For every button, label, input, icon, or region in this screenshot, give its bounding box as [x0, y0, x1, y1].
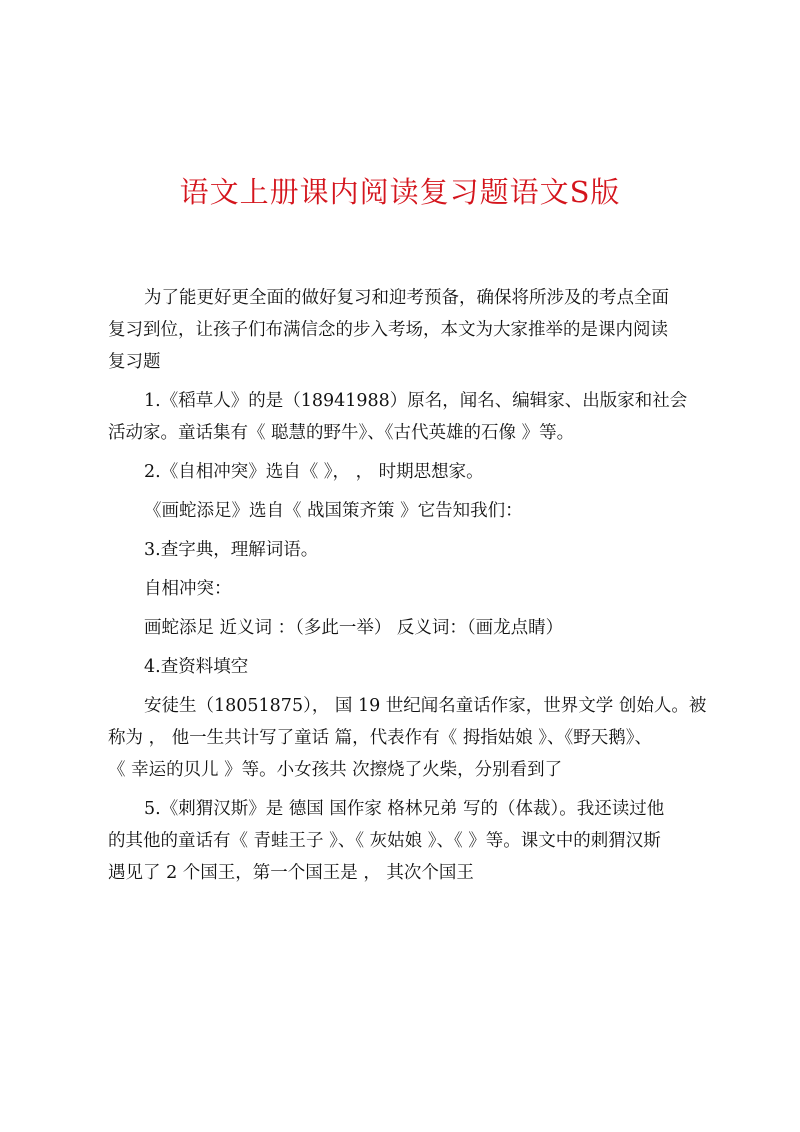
text-line: 活动家。童话集有《 聪慧的野牛》、《古代英雄的石像 》等。: [108, 423, 575, 443]
document-body: [108, 282, 708, 896]
question-3-item-2: [108, 612, 708, 644]
question-2: [108, 456, 708, 488]
question-3: [108, 534, 708, 566]
text-line: 称为 ， 他一生共计写了童话 篇，代表作有《 拇指姑娘 》、《野天鹅》、: [108, 728, 653, 748]
text-line: 自相冲突：: [144, 579, 232, 599]
intro-paragraph: [108, 282, 708, 378]
text-line: 复习到位，让孩子们布满信念的步入考场，本文为大家推举的是课内阅读: [108, 320, 668, 340]
text-line: 为了能更好更全面的做好复习和迎考预备，确保将所涉及的考点全面: [144, 288, 669, 308]
text-line: 3.查字典，理解词语。: [144, 540, 319, 560]
text-line: 《画蛇添足》选自《 战国策齐策 》它告知我们：: [144, 501, 523, 521]
question-2-sub: [108, 495, 708, 527]
question-4-body: [108, 690, 708, 786]
text-line: 4.查资料填空: [144, 657, 249, 677]
text-line: 复习题: [108, 352, 161, 372]
text-line: 2.《自相冲突》选自《 》， ， 时期思想家。: [144, 462, 484, 482]
document-title: 语文上册课内阅读复习题语文S版: [179, 175, 621, 209]
text-line: 5.《刺猬汉斯》是 德国 国作家 格林兄弟 写的（体裁）。我还读过他: [144, 799, 665, 819]
text-line: 画蛇添足 近义词 ：（多此一举） 反义词：（画龙点睛）: [144, 618, 564, 638]
question-3-item-1: [108, 573, 708, 605]
text-line: 的其他的童话有《 青蛙王子 》、《 灰姑娘 》、《 》等。课文中的刺猬汉斯: [108, 831, 661, 851]
text-line: 《 幸运的贝儿 》等。小女孩共 次擦烧了火柴，分别看到了: [108, 760, 563, 780]
question-4: [108, 651, 708, 683]
text-line: 安徒生（18051875）， 国 19 世纪闻名童话作家，世界文学 创始人。被: [144, 696, 707, 716]
text-line: 遇见了 2 个国王，第一个国王是 ， 其次个国王: [108, 863, 474, 883]
question-1: [108, 385, 708, 449]
question-5: [108, 793, 708, 889]
text-line: 1.《稻草人》的是（18941988）原名，闻名、编辑家、出版家和社会: [144, 391, 688, 411]
